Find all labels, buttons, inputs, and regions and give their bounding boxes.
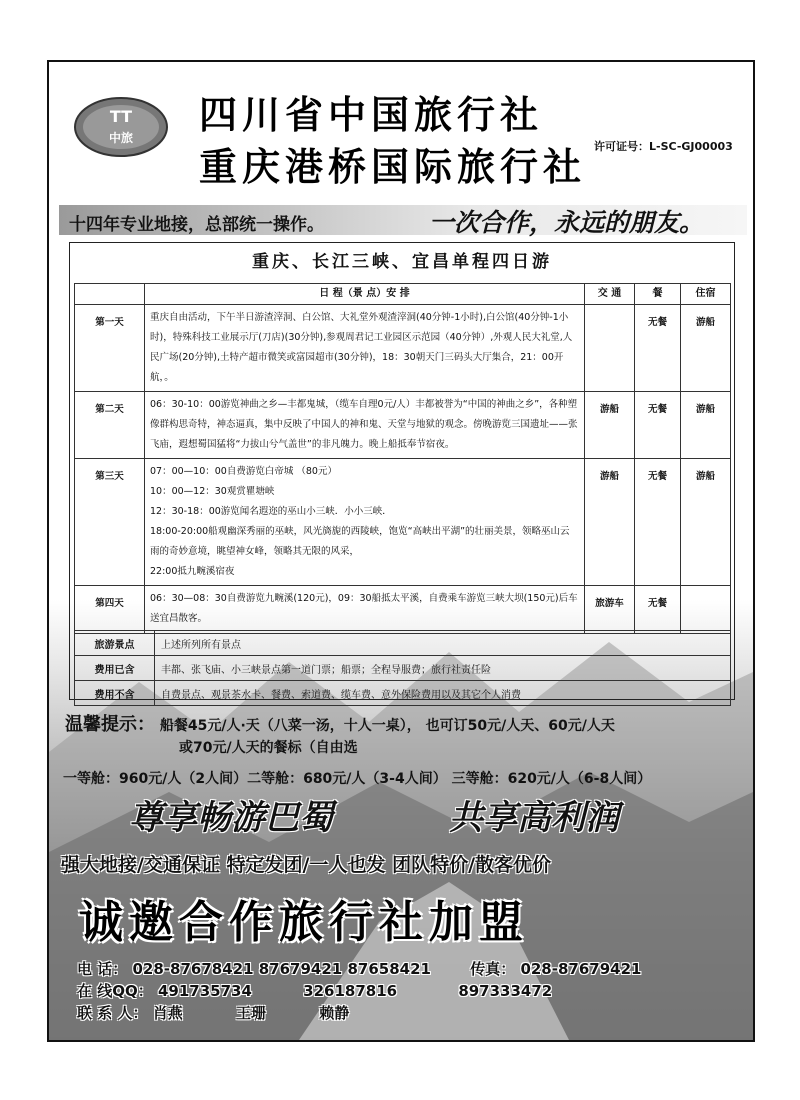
day-schedule: 06：30-10：00游览神曲之乡—丰都鬼城，（缆车自理0元/人）丰都被誉为“中国的神曲之乡”，各种塑像群构思奇特，神态逼真，集中反映了中国人的神和鬼、天堂与地狱的观念。傍晚游览三国遗址——张飞庙，遐想蜀国猛将“力拔山兮气盖世”的非凡魄力。晚上船抵奉节宿夜。 xyxy=(145,392,585,459)
itinerary-title: 重庆、长江三峡、宜昌单程四日游 xyxy=(252,252,552,272)
day-meal: 无餐 xyxy=(635,392,681,459)
day-schedule xyxy=(145,459,585,586)
agency-title-sichuan: 四川省中国旅行社 xyxy=(199,93,544,137)
phone-label: 电 话： xyxy=(77,960,128,978)
agency-title-chongqing: 重庆港桥国际旅行社 xyxy=(199,145,587,189)
schedule-line: 18:00-20:00船观幽深秀丽的巫峡，风光旖旎的西陵峡，饱览“高峡出平湖”的壮丽美景，领略巫山云雨的奇妙意境，眺望神女峰，领略其无限的风采， xyxy=(150,526,570,557)
table-row xyxy=(75,305,731,392)
fax-number: 028-87679421 xyxy=(520,960,642,978)
info-label: 旅游景点 xyxy=(75,631,155,656)
slogan-left: 尊享畅游巴蜀 xyxy=(129,798,333,838)
info-label: 费用不含 xyxy=(75,681,155,706)
qq-label: 在 线QQ： xyxy=(77,982,153,1000)
table-row xyxy=(75,392,731,459)
info-row xyxy=(75,631,731,656)
schedule-line: 10：00—12：30观赏瞿塘峡 xyxy=(150,486,275,497)
info-value: 丰都、张飞庙、小三峡景点第一道门票；船票；全程导服费；旅行社责任险 xyxy=(155,656,731,681)
day-label: 第二天 xyxy=(75,392,145,459)
info-row xyxy=(75,656,731,681)
day-transport: 旅游车 xyxy=(585,586,635,634)
banner-left-text: 十四年专业地接，总部统一操作。 xyxy=(69,215,324,235)
header-meal: 餐 xyxy=(635,284,681,305)
header-transport: 交 通 xyxy=(585,284,635,305)
schedule-line: 22:00抵九畹溪宿夜 xyxy=(150,566,235,577)
flyer xyxy=(47,60,755,1042)
day-label: 第三天 xyxy=(75,459,145,586)
day-label: 第四天 xyxy=(75,586,145,634)
tips-line1: 船餐45元/人·天（八菜一汤，十人一桌）， 也可订50元/人天、60元/人天 xyxy=(159,718,615,734)
day-stay: 游船 xyxy=(681,392,731,459)
day-transport: 游船 xyxy=(585,392,635,459)
calligraphy-slogan xyxy=(129,790,729,836)
tips-label: 温馨提示： xyxy=(65,714,155,735)
qq-number: 491735734 xyxy=(157,982,252,1000)
day-stay: 游船 xyxy=(681,459,731,586)
schedule-line: 12：30-18：00游览闻名遐迩的巫山小三峡．小小三峡． xyxy=(150,506,392,517)
schedule-line: 07：00—10：00自费游览白帝城 （80元） xyxy=(150,466,337,477)
day-stay: 游船 xyxy=(681,305,731,392)
slogan-banner xyxy=(59,205,747,235)
contact-person: 肖燕 xyxy=(152,1004,183,1022)
phone-numbers: 028-87678421 87679421 87658421 xyxy=(132,960,431,978)
cabin-prices: 一等舱：960元/人（2人间）二等舱：680元/人（3-4人间） 三等舱：620元/人（6-8人间） xyxy=(63,771,652,787)
qq-number: 897333472 xyxy=(458,982,553,1000)
day-transport xyxy=(585,305,635,392)
table-row xyxy=(75,459,731,586)
company-logo xyxy=(73,96,169,158)
itinerary-table xyxy=(74,283,731,634)
contact-person: 赖静 xyxy=(319,1004,350,1022)
svg-text:TT: TT xyxy=(109,107,133,126)
header-schedule: 日 程（景 点）安 排 xyxy=(145,284,585,305)
qq-number: 326187816 xyxy=(303,982,398,1000)
people-label: 联 系 人： xyxy=(77,1004,148,1022)
header-stay: 住宿 xyxy=(681,284,731,305)
contact-phone-line xyxy=(77,958,641,979)
license-number: 许可证号：L-SC-GJ00003 xyxy=(594,140,733,153)
table-row xyxy=(75,586,731,634)
day-transport: 游船 xyxy=(585,459,635,586)
itinerary-box xyxy=(69,242,735,700)
day-meal: 无餐 xyxy=(635,305,681,392)
day-meal: 无餐 xyxy=(635,459,681,586)
info-label: 费用已含 xyxy=(75,656,155,681)
info-value: 自费景点、观景茶水卡、餐费、索道费、缆车费、意外保险费用以及其它个人消费 xyxy=(155,681,731,706)
contact-qq-line xyxy=(77,980,552,1001)
slogan-right: 共享高利润 xyxy=(449,798,619,838)
fee-info-table xyxy=(74,630,731,706)
info-row xyxy=(75,681,731,706)
day-stay xyxy=(681,586,731,634)
tips-line2: 或70元/人天的餐标（自由选 xyxy=(179,740,358,756)
fax-label: 传真： xyxy=(470,960,516,978)
logo-text: 中旅 xyxy=(108,131,134,145)
day-meal: 无餐 xyxy=(635,586,681,634)
table-header-row xyxy=(75,284,731,305)
service-pitch: 强大地接/交通保证 特定发团/一人也发 团队特价/散客优价 xyxy=(61,854,552,876)
day-schedule: 重庆自由活动，下午半日游渣滓洞、白公馆、大礼堂外观渣滓洞(40分钟-1小时),白公馆(40分钟-1小时)，特殊科技工业展示厅(刀店)(30分钟),参观周君记工业园区示范园（40分钟）,外观人民大礼堂,人民广场(20分钟),土特产超市微笑或富园超市(30分钟)，18：30朝天门三码头大厅集合，21：00开航，。 xyxy=(145,305,585,392)
warm-tips xyxy=(65,714,745,759)
info-value: 上述所列所有景点 xyxy=(155,631,731,656)
banner-right-text: 一次合作，永远的朋友。 xyxy=(429,208,705,237)
day-schedule: 06：30—08：30自费游览九畹溪(120元)，09：30船抵太平溪，自费乘车游览三峡大坝(150元)后车送宜昌散客。 xyxy=(145,586,585,634)
contact-people-line xyxy=(77,1002,349,1023)
contact-person: 王珊 xyxy=(235,1004,266,1022)
day-label: 第一天 xyxy=(75,305,145,392)
partner-invitation: 诚邀合作旅行社加盟 xyxy=(79,897,529,948)
